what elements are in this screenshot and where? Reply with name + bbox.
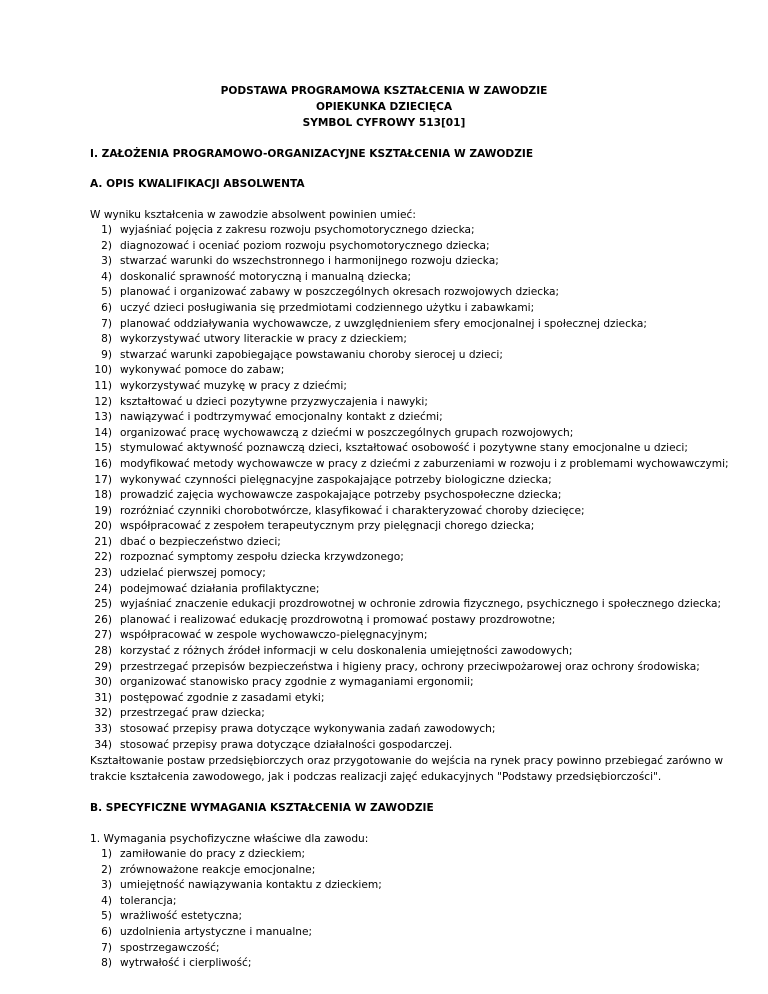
list-item xyxy=(90,847,382,863)
list-item-number: 6) xyxy=(101,925,112,938)
list-item-text: przestrzegać praw dziecka; xyxy=(120,707,265,720)
list-item-number: 1) xyxy=(101,224,112,236)
list-item xyxy=(90,488,729,504)
list-item-number: 2) xyxy=(101,863,112,876)
list-item-number: 5) xyxy=(101,286,112,299)
list-item xyxy=(90,395,729,411)
list-item-text: tolerancja; xyxy=(120,894,177,907)
list-item-number: 7) xyxy=(101,317,112,330)
list-item xyxy=(90,285,729,301)
list-item-text: podejmować działania profilaktyczne; xyxy=(120,582,320,595)
psychophysical-requirements-list xyxy=(90,847,382,972)
list-item xyxy=(90,582,729,598)
list-item-text: kształtować u dzieci pozytywne przyzwyczajenia i nawyki; xyxy=(120,395,428,408)
list-item xyxy=(90,597,729,613)
paragraph-line: trakcie kształcenia zawodowego, jak i podczas realizacji zajęć edukacyjnych "Podstawy przedsiębiorczości". xyxy=(90,770,662,783)
list-item xyxy=(90,566,729,582)
list-item xyxy=(90,550,729,566)
list-item-number: 1) xyxy=(101,848,112,860)
list-item xyxy=(90,317,729,333)
list-item-text: prowadzić zajęcia wychowawcze zaspokajające potrzeby psychospołeczne dziecka; xyxy=(120,489,562,502)
list-item-number: 14) xyxy=(94,426,112,439)
list-item-text: wrażliwość estetyczna; xyxy=(120,910,243,923)
list-item-text: diagnozować i oceniać poziom rozwoju psychomotorycznego dziecka; xyxy=(120,239,490,252)
list-item-text: korzystać z różnych źródeł informacji w celu doskonalenia umiejętności zawodowych; xyxy=(120,645,573,658)
list-item-number: 11) xyxy=(94,379,112,392)
list-item-number: 13) xyxy=(94,411,112,424)
list-item xyxy=(90,254,729,270)
list-item-number: 6) xyxy=(101,301,112,314)
list-item-number: 32) xyxy=(94,707,112,720)
list-item-number: 12) xyxy=(94,395,112,408)
list-item-number: 3) xyxy=(101,255,112,268)
list-item-number: 23) xyxy=(94,567,112,580)
list-item xyxy=(90,301,729,317)
list-item xyxy=(90,613,729,629)
list-item-text: planować i organizować zabawy w poszczególnych okresach rozwojowych dziecka; xyxy=(120,286,560,299)
list-item xyxy=(90,894,382,910)
list-item-number: 16) xyxy=(94,457,112,470)
list-item-text: współpracować w zespole wychowawczo-pielęgnacyjnym; xyxy=(120,629,428,642)
list-item-text: umiejętność nawiązywania kontaktu z dzieckiem; xyxy=(120,879,382,892)
list-item-text: spostrzegawczość; xyxy=(120,941,220,954)
paragraph-line: Kształtowanie postaw przedsiębiorczych oraz przygotowanie do wejścia na rynek pracy powinno przebiegać zarówno w xyxy=(90,755,724,767)
document-title-line-1: PODSTAWA PROGRAMOWA KSZTAŁCENIA W ZAWODZIE xyxy=(220,85,548,97)
list-item-number: 17) xyxy=(94,473,112,486)
list-item-number: 4) xyxy=(101,270,112,283)
list-item xyxy=(90,925,382,941)
list-item-text: modyfikować metody wychowawcze w pracy z dziećmi z zaburzeniami w rozwoju i z problemami wychowawczymi; xyxy=(120,457,729,470)
list-item-text: udzielać pierwszej pomocy; xyxy=(120,567,266,580)
list-item-text: wyjaśniać znaczenie edukacji prozdrowotnej w ochronie zdrowia fizycznego, psychicznego i społecznego dziecka; xyxy=(120,598,722,611)
list-item-text: doskonalić sprawność motoryczną i manualną dziecka; xyxy=(120,270,412,283)
list-item xyxy=(90,332,729,348)
list-item-number: 28) xyxy=(94,645,112,658)
list-item-text: stwarzać warunki do wszechstronnego i harmonijnego rozwoju dziecka; xyxy=(120,255,499,268)
list-item-text: nawiązywać i podtrzymywać emocjonalny kontakt z dziećmi; xyxy=(120,411,443,424)
list-item-number: 19) xyxy=(94,504,112,517)
section-a-heading: A. OPIS KWALIFIKACJI ABSOLWENTA xyxy=(90,178,305,190)
section-1-heading: I. ZAŁOŻENIA PROGRAMOWO-ORGANIZACYJNE KSZTAŁCENIA W ZAWODZIE xyxy=(90,148,534,160)
list-item xyxy=(90,941,382,957)
list-item-number: 25) xyxy=(94,598,112,611)
list-item xyxy=(90,878,382,894)
list-item-number: 9) xyxy=(101,348,112,361)
list-item-number: 5) xyxy=(101,910,112,923)
list-item-text: uzdolnienia artystyczne i manualne; xyxy=(120,925,313,938)
list-item-text: stwarzać warunki zapobiegające powstawaniu choroby sierocej u dzieci; xyxy=(120,348,503,361)
list-item-number: 30) xyxy=(94,676,112,689)
list-item-text: uczyć dzieci posługiwania się przedmiotami codziennego użytku i zabawkami; xyxy=(120,301,535,314)
list-item-number: 26) xyxy=(94,613,112,626)
list-item-number: 10) xyxy=(94,364,112,377)
list-item xyxy=(90,223,729,239)
list-item-number: 31) xyxy=(94,691,112,704)
list-item xyxy=(90,691,729,707)
list-item xyxy=(90,457,729,473)
list-item-text: współpracować z zespołem terapeutycznym przy pielęgnacji chorego dziecka; xyxy=(120,520,535,533)
list-item xyxy=(90,644,729,660)
list-item-number: 33) xyxy=(94,723,112,735)
list-item-number: 3) xyxy=(101,879,112,892)
list-item xyxy=(90,722,729,738)
list-item-text: rozpoznać symptomy zespołu dziecka krzywdzonego; xyxy=(120,551,404,564)
list-item-text: przestrzegać przepisów bezpieczeństwa i higieny pracy, ochrony przeciwpożarowej oraz ochrony środowiska; xyxy=(120,660,700,673)
list-item xyxy=(90,675,729,691)
list-item-text: zamiłowanie do pracy z dzieckiem; xyxy=(120,848,306,860)
list-item xyxy=(90,535,729,551)
section-a-intro: W wyniku kształcenia w zawodzie absolwent powinien umieć: xyxy=(90,209,416,221)
list-item-text: rozróżniać czynniki chorobotwórcze, klasyfikować i charakteryzować choroby dziecięce; xyxy=(120,504,585,517)
list-item-text: wykorzystywać utwory literackie w pracy z dzieckiem; xyxy=(120,333,407,346)
list-item-number: 22) xyxy=(94,551,112,564)
list-item-number: 24) xyxy=(94,582,112,595)
list-item-text: planować i realizować edukację prozdrowotną i promować postawy prozdrowotne; xyxy=(120,613,556,626)
list-item xyxy=(90,738,729,754)
list-item-text: dbać o bezpieczeństwo dzieci; xyxy=(120,535,281,548)
list-item-number: 34) xyxy=(94,738,112,751)
entrepreneurship-paragraph xyxy=(90,754,724,785)
list-item-text: stosować przepisy prawa dotyczące działalności gospodarczej. xyxy=(120,738,453,751)
list-item-number: 18) xyxy=(94,489,112,502)
list-item xyxy=(90,519,729,535)
list-item-text: wytrwałość i cierpliwość; xyxy=(120,957,252,970)
qualifications-list xyxy=(90,223,729,753)
list-item-text: wykorzystywać muzykę w pracy z dziećmi; xyxy=(120,379,347,392)
list-item xyxy=(90,410,729,426)
list-item-number: 8) xyxy=(101,333,112,346)
list-item xyxy=(90,363,729,379)
list-item-number: 8) xyxy=(101,957,112,970)
list-item-text: wykonywać pomoce do zabaw; xyxy=(120,364,285,377)
list-item xyxy=(90,863,382,879)
list-item xyxy=(90,239,729,255)
list-item-text: stosować przepisy prawa dotyczące wykonywania zadań zawodowych; xyxy=(120,723,496,735)
list-item xyxy=(90,270,729,286)
list-item-number: 20) xyxy=(94,520,112,533)
list-item xyxy=(90,628,729,644)
list-item-text: organizować stanowisko pracy zgodnie z wymaganiami ergonomii; xyxy=(120,676,474,689)
section-b-heading: B. SPECYFICZNE WYMAGANIA KSZTAŁCENIA W ZAWODZIE xyxy=(90,802,434,814)
list-item-number: 21) xyxy=(94,535,112,548)
list-item xyxy=(90,660,729,676)
list-item-number: 29) xyxy=(94,660,112,673)
section-b-intro: 1. Wymagania psychofizyczne właściwe dla zawodu: xyxy=(90,833,369,845)
list-item-number: 27) xyxy=(94,629,112,642)
list-item-text: wyjaśniać pojęcia z zakresu rozwoju psychomotorycznego dziecka; xyxy=(120,224,475,236)
list-item xyxy=(90,441,729,457)
list-item-text: planować oddziaływania wychowawcze, z uwzględnieniem sfery emocjonalnej i społecznej dziecka; xyxy=(120,317,647,330)
list-item-text: zrównoważone reakcje emocjonalne; xyxy=(120,863,316,876)
list-item xyxy=(90,379,729,395)
document-title-line-2: OPIEKUNKA DZIECIĘCA xyxy=(315,101,453,113)
list-item-number: 4) xyxy=(101,894,112,907)
list-item xyxy=(90,706,729,722)
list-item xyxy=(90,348,729,364)
list-item-number: 15) xyxy=(94,442,112,455)
list-item-text: postępować zgodnie z zasadami etyki; xyxy=(120,691,325,704)
list-item-text: organizować pracę wychowawczą z dziećmi w poszczególnych grupach rozwojowych; xyxy=(120,426,574,439)
list-item xyxy=(90,426,729,442)
list-item-number: 2) xyxy=(101,239,112,252)
list-item-text: stymulować aktywność poznawczą dzieci, kształtować osobowość i pozytywne stany emocjonalne u dzieci; xyxy=(120,442,688,455)
list-item-number: 7) xyxy=(101,941,112,954)
list-item-text: wykonywać czynności pielęgnacyjne zaspokajające potrzeby biologiczne dziecka; xyxy=(120,473,552,486)
document-title-line-3: SYMBOL CYFROWY 513[01] xyxy=(302,117,466,129)
list-item xyxy=(90,473,729,489)
list-item xyxy=(90,504,729,520)
list-item xyxy=(90,956,382,972)
list-item xyxy=(90,909,382,925)
